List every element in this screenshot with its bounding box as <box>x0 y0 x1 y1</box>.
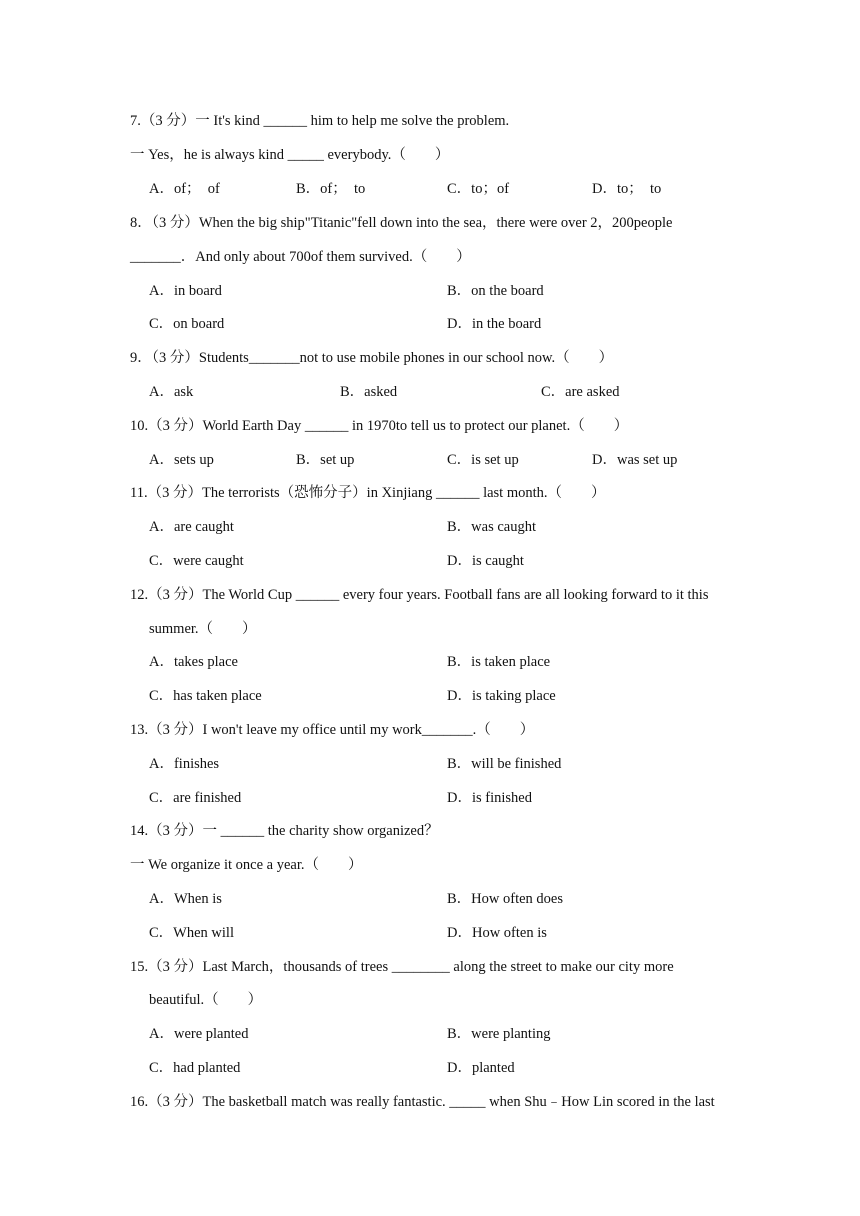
question-15-option-c: C．had planted <box>149 1060 241 1076</box>
question-10-option-b: B．set up <box>296 452 355 468</box>
question-7-option-d: D．to； to <box>592 181 662 197</box>
question-13-option-d: D．is finished <box>447 790 532 806</box>
question-14-stem: 14.（3 分）一 ______ the charity show organized？ <box>130 823 439 839</box>
question-8-stem: 8．（3 分）When the big ship"Titanic"fell down into the sea，there were over 2，200people <box>130 215 673 231</box>
question-11-option-c: C．were caught <box>149 553 244 569</box>
question-13-stem: 13.（3 分）I won't leave my office until my work_______.（ ） <box>130 722 535 738</box>
question-7-option-b: B．of； to <box>296 181 366 197</box>
question-8-option-d: D．in the board <box>447 316 542 332</box>
question-15-option-d: D．planted <box>447 1060 515 1076</box>
question-14-option-c: C．When will <box>149 925 234 941</box>
question-8-option-a: A．in board <box>149 283 222 299</box>
question-11-option-b: B．was caught <box>447 519 536 535</box>
question-11-stem: 11.（3 分）The terrorists（恐怖分子）in Xinjiang ______ last month.（ ） <box>130 485 606 501</box>
question-16-stem: 16.（3 分）The basketball match was really fantastic. _____ when Shu﹣How Lin scored in the last <box>130 1094 715 1110</box>
question-7-option-a: A．of； of <box>149 181 220 197</box>
question-12-stem: 12.（3 分）The World Cup ______ every four years. Football fans are all looking forward to it this <box>130 587 709 603</box>
question-13-option-b: B．will be finished <box>447 756 562 772</box>
question-8-option-c: C．on board <box>149 316 225 332</box>
question-14-option-b: B．How often does <box>447 891 563 907</box>
question-9-option-b: B．asked <box>340 384 398 400</box>
question-14-option-d: D．How often is <box>447 925 547 941</box>
question-13-option-c: C．are finished <box>149 790 242 806</box>
question-8-stem-line2: _______．And only about 700of them survived.（ ） <box>130 249 471 265</box>
question-11-option-a: A．are caught <box>149 519 234 535</box>
question-7-option-c: C．to；of <box>447 181 510 197</box>
question-10-option-a: A．sets up <box>149 452 214 468</box>
question-15-option-a: A．were planted <box>149 1026 249 1042</box>
question-7-stem-line2: 一 Yes，he is always kind _____ everybody.（ ） <box>130 147 450 163</box>
question-12-option-b: B．is taken place <box>447 654 551 670</box>
question-10-option-d: D．was set up <box>592 452 678 468</box>
question-9-option-a: A．ask <box>149 384 194 400</box>
question-12-option-a: A．takes place <box>149 654 238 670</box>
question-13-option-a: A．finishes <box>149 756 220 772</box>
question-12-option-d: D．is taking place <box>447 688 556 704</box>
question-12-stem-line2: summer.（ ） <box>149 621 257 637</box>
question-11-option-d: D．is caught <box>447 553 524 569</box>
question-8-option-b: B．on the board <box>447 283 544 299</box>
question-10-stem: 10.（3 分）World Earth Day ______ in 1970to tell us to protect our planet.（ ） <box>130 418 629 434</box>
question-9-stem: 9．（3 分）Students_______not to use mobile phones in our school now.（ ） <box>130 350 614 366</box>
question-14-option-a: A．When is <box>149 891 222 907</box>
question-10-option-c: C．is set up <box>447 452 519 468</box>
question-9-option-c: C．are asked <box>541 384 620 400</box>
question-15-stem-line2: beautiful.（ ） <box>149 992 263 1008</box>
question-14-stem-line2: 一 We organize it once a year.（ ） <box>130 857 363 873</box>
question-15-stem: 15.（3 分）Last March，thousands of trees ________ along the street to make our city more <box>130 959 674 975</box>
question-7-stem: 7.（3 分）一 It's kind ______ him to help me solve the problem. <box>130 113 510 129</box>
question-15-option-b: B．were planting <box>447 1026 551 1042</box>
question-12-option-c: C．has taken place <box>149 688 262 704</box>
